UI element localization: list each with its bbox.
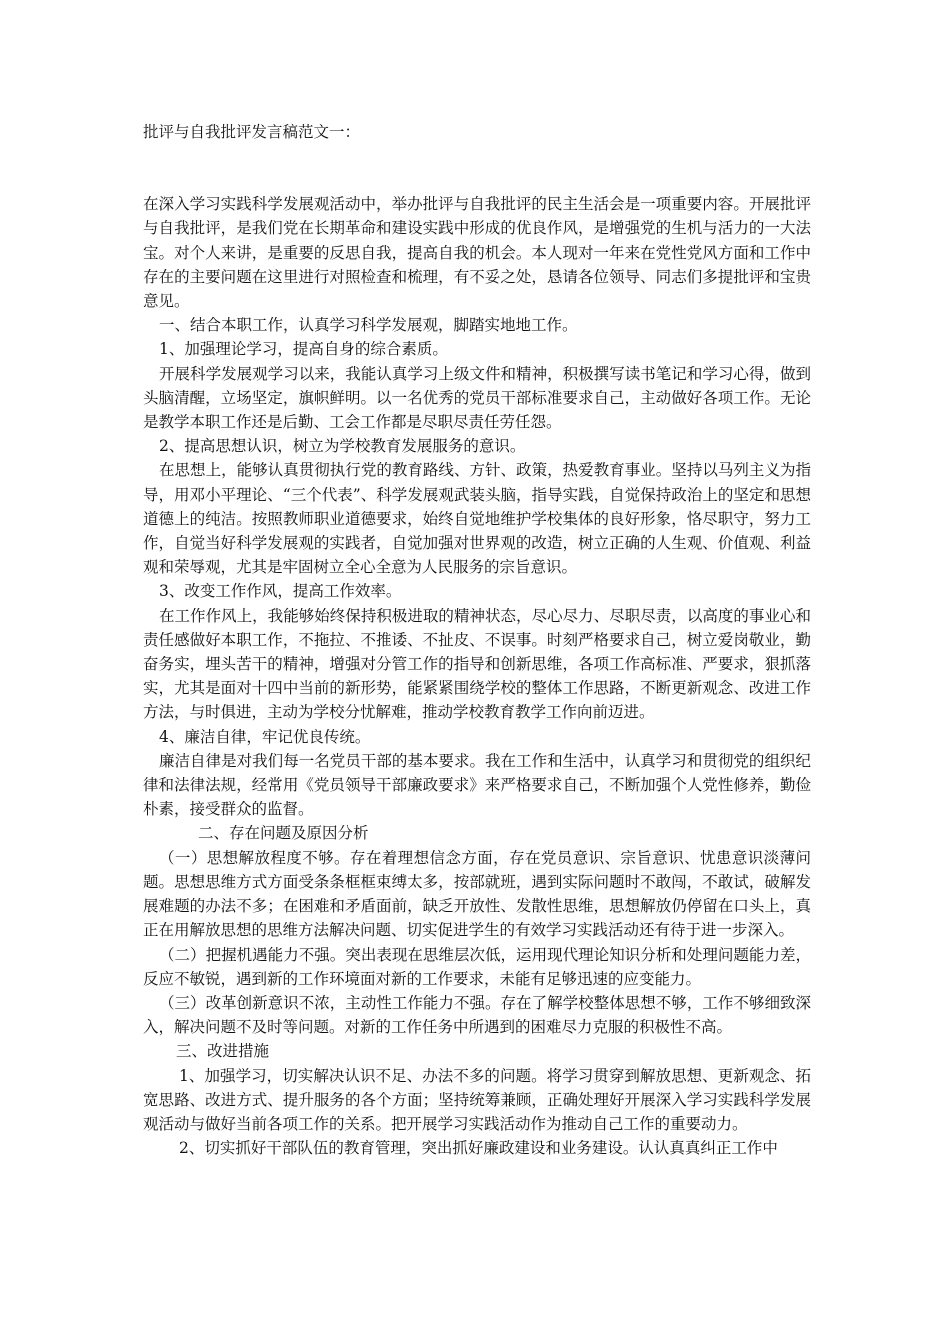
section-heading-1: 一、结合本职工作，认真学习科学发展观，脚踏实地地工作。 [159,316,578,335]
body-paragraph: 在工作作风上，我能够始终保持积极进取的精神状态，尽心尽力、尽职尽责，以高度的事业心和责任感做好本职工作，不拖拉、不推诿、不扯皮、不误事。时刻严格要求自己，树立爱岗敬业，勤奋务实，埋头苦干的精神，增强对分管工作的指导和创新思维，各项工作高标准、严要求，狠抓落实，尤其是面对十四中当前的新形势，能紧紧围绕学校的整体工作思路，不断更新观念、改进工作方法，与时俱进，主动为学校分忧解难，推动学校教育教学工作向前迈进。 [143,606,811,722]
document-page [143,120,811,1160]
subheading-3: 3、改变工作作风，提高工作效率。 [159,582,402,601]
problem-paragraph: （三）改革创新意识不浓，主动性工作能力不强。存在了解学校整体思想不够，工作不够细致深入，解决问题不及时等问题。对新的工作任务中所遇到的困难尽力克服的积极性不高。 [143,993,811,1037]
intro-paragraph: 在深入学习实践科学发展观活动中，举办批评与自我批评的民主生活会是一项重要内容。开展批评与自我批评，是我们党在长期革命和建设实践中形成的优良作风，是增强党的生机与活力的一大法宝。对个人来讲，是重要的反思自我，提高自我的机会。本人现对一年来在党性党风方面和工作中存在的主要问题在这里进行对照检查和梳理，有不妥之处，恳请各位领导、同志们多提批评和宝贵意见。 [143,195,811,311]
body-paragraph: 开展科学发展观学习以来，我能认真学习上级文件和精神，积极撰写读书笔记和学习心得，做到头脑清醒，立场坚定，旗帜鲜明。以一名优秀的党员干部标准要求自己，主动做好各项工作。无论是教学本职工作还是后勤、工会工作都是尽职尽责任劳任怨。 [143,364,811,432]
section-heading-3: 三、改进措施 [176,1042,270,1061]
problem-paragraph: （一）思想解放程度不够。存在着理想信念方面，存在党员意识、宗旨意识、忧患意识淡薄问题。思想思维方式方面受条条框框束缚太多，按部就班，遇到实际问题时不敢闯，不敢试，破解发展难题的办法不多；在困难和矛盾面前，缺乏开放性、发散性思维，思想解放仍停留在口头上，真正在用解放思想的思维方法解决问题、切实促进学生的有效学习实践活动还有待于进一步深入。 [143,848,811,940]
measure-paragraph: 1、加强学习，切实解决认识不足、办法不多的问题。将学习贯穿到解放思想、更新观念、拓宽思路、改进方式、提升服务的各个方面；坚持统筹兼顾，正确处理好开展深入学习实践科学发展观活动与做好当前各项工作的关系。把开展学习实践活动作为推动自己工作的重要动力。 [143,1066,811,1133]
title-spacer [143,144,811,192]
subheading-4: 4、廉洁自律，牢记优良传统。 [159,727,371,746]
measure-paragraph: 2、切实抓好干部队伍的教育管理，突出抓好廉政建设和业务建设。认认真真纠正工作中 [179,1139,778,1158]
body-paragraph: 在思想上，能够认真贯彻执行党的教育路线、方针、政策，热爱教育事业。坚持以马列主义为指导，用邓小平理论、“三个代表”、科学发展观武装头脑，指导实践，自觉保持政治上的坚定和思想道德上的纯洁。按照教师职业道德要求，始终自觉地维护学校集体的良好形象，恪尽职守，努力工作，自觉当好科学发展观的实践者，自觉加强对世界观的改造，树立正确的人生观、价值观、利益观和荣辱观，尤其是牢固树立全心全意为人民服务的宗旨意识。 [143,461,811,577]
problem-paragraph: （二）把握机遇能力不强。突出表现在思维层次低，运用现代理论知识分析和处理问题能力差，反应不敏锐，遇到新的工作环境面对新的工作要求，未能有足够迅速的应变能力。 [143,945,811,988]
subheading-2: 2、提高思想认识，树立为学校教育发展服务的意识。 [159,437,526,456]
section-heading-2: 二、存在问题及原因分析 [198,824,369,843]
subheading-1: 1、加强理论学习，提高自身的综合素质。 [159,340,448,359]
body-paragraph: 廉洁自律是对我们每一名党员干部的基本要求。我在工作和生活中，认真学习和贯彻党的组织纪律和法律法规，经常用《党员领导干部廉政要求》来严格要求自己，不断加强个人党性修养，勤俭朴素，接受群众的监督。 [143,751,811,819]
document-title: 批评与自我批评发言稿范文一： [143,123,361,141]
